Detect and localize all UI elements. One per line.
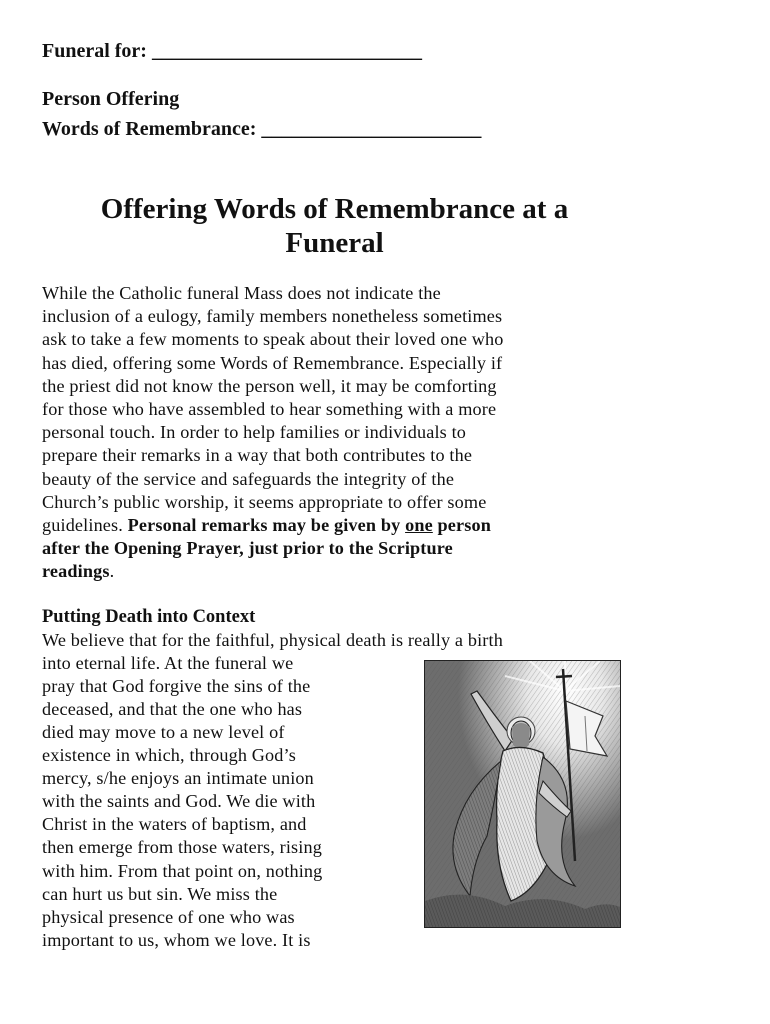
intro-line: inclusion of a eulogy, family members nonetheless sometimes <box>42 306 503 327</box>
intro-line: has died, offering some Words of Remembrance. Especially if <box>42 352 503 373</box>
intro-paragraph <box>42 282 632 584</box>
bold-remark-end-line <box>42 560 632 583</box>
intro-line: prepare their remarks in a way that both contributes to the <box>42 445 473 466</box>
guidelines-text: guidelines. <box>42 515 128 536</box>
section-line: Christ in the waters of baptism, and <box>42 814 307 835</box>
section-line: with the saints and God. We die with <box>42 791 316 812</box>
person-offering-label: Person Offering <box>42 88 180 110</box>
section-line: pray that God forgive the sins of the <box>42 675 311 696</box>
section-line: existence in which, through God’s <box>42 745 296 766</box>
section-line: into eternal life. At the funeral we <box>42 652 294 673</box>
section-line: mercy, s/he enjoys an intimate union <box>42 768 314 789</box>
section-line: We believe that for the faithful, physical death is really a birth <box>42 629 503 650</box>
bold-remark-line: after the Opening Prayer, just prior to the Scripture <box>42 538 453 559</box>
section-heading: Putting Death into Context <box>42 606 256 627</box>
title-line-1: Offering Words of Remembrance at a <box>100 193 569 225</box>
intro-line: personal touch. In order to help families or individuals to <box>42 422 467 443</box>
words-of-remembrance-field: Words of Remembrance: ______________________ <box>42 118 482 140</box>
intro-line: for those who have assembled to hear something with a more <box>42 399 497 420</box>
bold-remark-text: readings <box>42 561 110 582</box>
section-line: then emerge from those waters, rising <box>42 837 322 858</box>
intro-line: Church’s public worship, it seems appropriate to offer some <box>42 491 487 512</box>
bold-remark-text: Personal remarks may be given by <box>127 515 406 536</box>
period: . <box>109 561 115 582</box>
section-line: important to us, whom we love. It is <box>42 929 311 950</box>
risen-christ-engraving-icon <box>424 660 621 928</box>
bold-remark-text: person <box>432 515 491 536</box>
intro-line-guidelines <box>42 514 632 537</box>
section-line: died may move to a new level of <box>42 722 285 743</box>
section-line: physical presence of one who was <box>42 906 295 927</box>
underlined-one: one <box>405 515 433 536</box>
intro-line: beauty of the service and safeguards the integrity of the <box>42 468 455 489</box>
section-line: can hurt us but sin. We miss the <box>42 883 278 904</box>
intro-line: While the Catholic funeral Mass does not indicate the <box>42 283 441 303</box>
title-line-2: Funeral <box>285 227 384 259</box>
section-line: deceased, and that the one who has <box>42 698 303 719</box>
person-offering-block <box>42 84 632 144</box>
intro-line: ask to take a few moments to speak about their loved one who <box>42 329 504 350</box>
funeral-for-field: Funeral for: ___________________________ <box>42 40 422 62</box>
intro-line: the priest did not know the person well, it may be comforting <box>42 375 497 396</box>
document-title <box>42 192 627 260</box>
section-line: with him. From that point on, nothing <box>42 860 323 881</box>
